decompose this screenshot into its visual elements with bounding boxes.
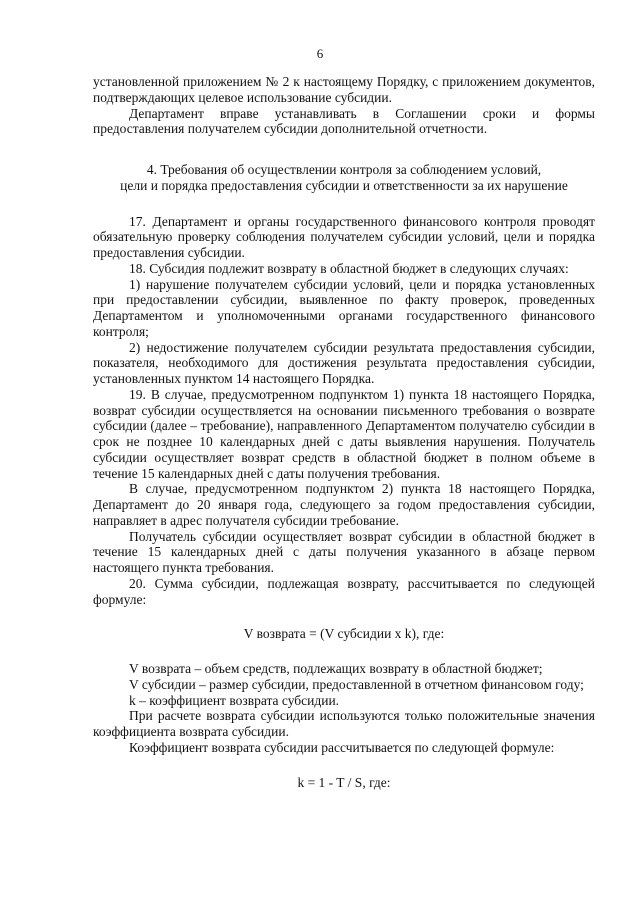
paragraph: 17. Департамент и органы государственного финансового контроля проводят обязательную проверку соблюдения получателем субсидии условий, цели и порядка предоставления субсидии. bbox=[93, 213, 595, 260]
page-number: 6 bbox=[316, 46, 324, 61]
document-body bbox=[93, 74, 595, 790]
paragraph: 1) нарушение получателем субсидии условий, цели и порядка установленных при предоставлении субсидии, выявленное по факту проверок, проведенных Департаментом и уполномоченными органами государственного финансового контроля; bbox=[93, 276, 595, 339]
definition: V возврата – объем средств, подлежащих возврату в областной бюджет; bbox=[129, 661, 543, 676]
paragraph: В случае, предусмотренном подпунктом 2) пункта 18 настоящего Порядка, Департамент до 20 января года, следующего за годом предоставления субсидии, направляет в адрес получателя субсидии требование. bbox=[93, 481, 595, 528]
paragraph: 18. Субсидия подлежит возврату в областной бюджет в следующих случаях: bbox=[129, 260, 569, 276]
paragraph: Коэффициент возврата субсидии рассчитывается по следующей формуле: bbox=[129, 739, 555, 755]
paragraph: установленной приложением № 2 к настоящему Порядку, с приложением документов, подтверждающих целевое использование субсидии. bbox=[93, 74, 595, 105]
formula-k: k = 1 - T / S, где: bbox=[297, 774, 391, 790]
paragraph: Получатель субсидии осуществляет возврат субсидии в областной бюджет в течение 15 календарных дней с даты получения указанного в абзаце первом настоящего пункта требования. bbox=[93, 528, 595, 575]
definition: k – коэффициент возврата субсидии. bbox=[129, 692, 340, 708]
paragraph: 19. В случае, предусмотренном подпунктом 1) пункта 18 настоящего Порядка, возврат субсидии осуществляется на основании письменного требования о возврате субсидии (далее – требование), направленного Департаментом получателю субсидии в срок не позднее 10 календарных дней с даты выявления нарушения. Получатель субсидии осуществляет возврат средств в областной бюджет в полном объеме в течение 15 календарных дней с даты получения требования. bbox=[93, 386, 595, 481]
section-heading-line-1: 4. Требования об осуществлении контроля за соблюдением условий, bbox=[146, 162, 542, 177]
formula-v-return: V возврата = (V субсидии x k), где: bbox=[243, 626, 445, 642]
definition: V субсидии – размер субсидии, предоставленной в отчетном финансовом году; bbox=[129, 676, 584, 692]
paragraph: Департамент вправе устанавливать в Соглашении сроки и формы предоставления получателем субсидии дополнительной отчетности. bbox=[93, 105, 595, 137]
section-heading-line-2: цели и порядка предоставления субсидии и ответственности за их нарушение bbox=[120, 177, 568, 193]
paragraph: 20. Сумма субсидии, подлежащая возврату, рассчитывается по следующей формуле: bbox=[93, 575, 595, 607]
paragraph: 2) недостижение получателем субсидии результата предоставления субсидии, показателя, необходимого для достижения результата предоставления субсидии, установленных пунктом 14 настоящего Порядка. bbox=[93, 339, 595, 386]
paragraph: При расчете возврата субсидии используются только положительные значения коэффициента возврата субсидии. bbox=[93, 708, 595, 739]
